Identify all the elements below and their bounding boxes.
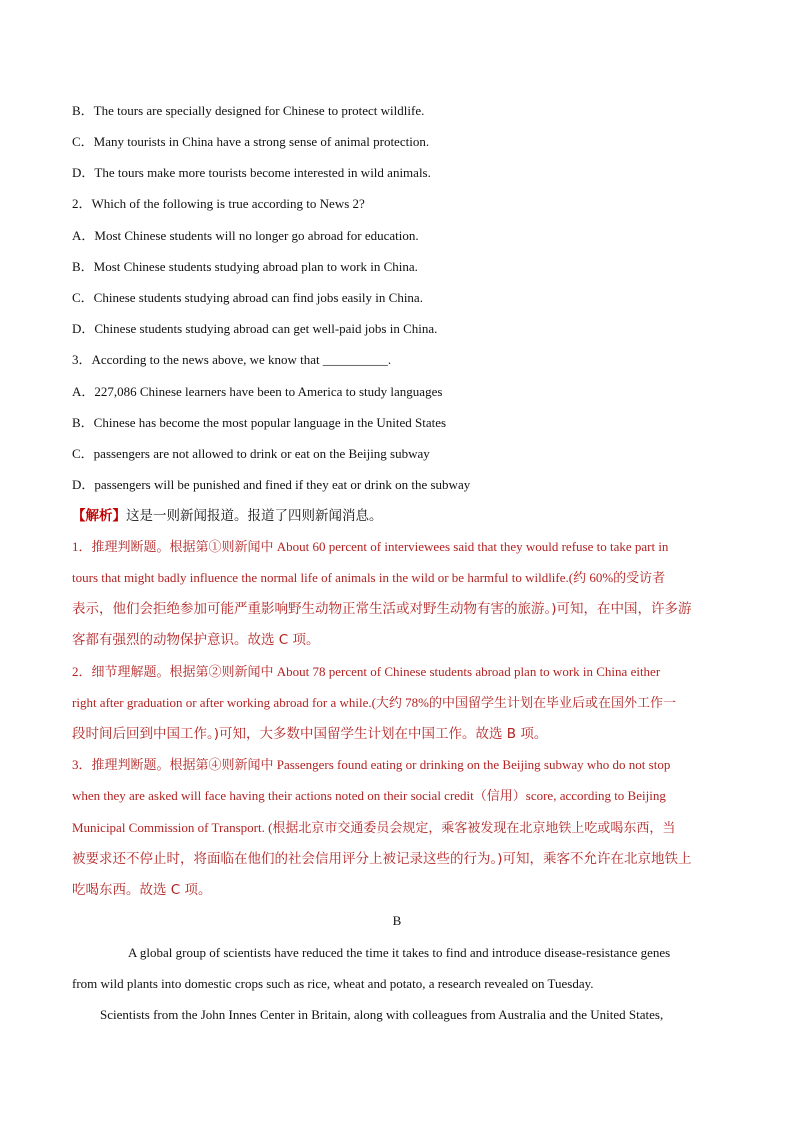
- analysis-line-1: 1．推理判断题。根据第①则新闻中 About 60 percent of interviewees said that they would refuse to take part in: [72, 539, 669, 554]
- q1-option-d: D．The tours make more tourists become interested in wild animals.: [72, 165, 431, 180]
- analysis-line-12: 吃喝东西。故选 C 项。: [72, 882, 212, 898]
- analysis-line-6: right after graduation or after working abroad for a while.(大约 78%的中国留学生计划在毕业后或在国外工作一: [72, 695, 677, 710]
- passage-b-heading: B: [392, 913, 402, 928]
- passage-b-line-1: A global group of scientists have reduced the time it takes to find and introduce disease-resistance genes: [128, 945, 671, 960]
- analysis-line-4: 客都有强烈的动物保护意识。故选 C 项。: [72, 632, 320, 648]
- analysis-line-3: 表示，他们会拒绝参加可能严重影响野生动物正常生活或对野生动物有害的旅游。)可知，在中国，许多游: [72, 601, 692, 617]
- analysis-heading: [72, 508, 722, 524]
- q2-option-c: C．Chinese students studying abroad can find jobs easily in China.: [72, 290, 423, 305]
- analysis-line-9: when they are asked will face having their actions noted on their social credit（信用）score, according to Beijing: [72, 788, 666, 803]
- q3-stem: 3．According to the news above, we know that __________.: [72, 352, 392, 367]
- passage-b-line-2: from wild plants into domestic crops such as rice, wheat and potato, a research revealed on Tuesday.: [72, 976, 594, 991]
- analysis-line-10: Municipal Commission of Transport. (根据北京市交通委员会规定，乘客被发现在北京地铁上吃或喝东西，当: [72, 820, 676, 835]
- q3-option-b: B．Chinese has become the most popular language in the United States: [72, 415, 447, 430]
- q2-stem: 2．Which of the following is true according to News 2?: [72, 196, 365, 211]
- analysis-line-5: 2．细节理解题。根据第②则新闻中 About 78 percent of Chinese students abroad plan to work in China either: [72, 664, 661, 679]
- analysis-line-7: 段时间后回到中国工作。)可知，大多数中国留学生计划在中国工作。故选 B 项。: [72, 726, 548, 742]
- q2-option-b: B．Most Chinese students studying abroad plan to work in China.: [72, 259, 418, 274]
- analysis-line-11: 被要求还不停止时，将面临在他们的社会信用评分上被记录这些的行为。)可知，乘客不允许在北京地铁上: [72, 851, 692, 867]
- q2-option-d: D．Chinese students studying abroad can get well-paid jobs in China.: [72, 321, 438, 336]
- q3-option-d: D．passengers will be punished and fined if they eat or drink on the subway: [72, 477, 471, 492]
- analysis-line-2: tours that might badly influence the normal life of animals in the wild or be harmful to wildlife.(约 60%的受访者: [72, 570, 666, 585]
- q3-option-a: A．227,086 Chinese learners have been to America to study languages: [72, 384, 443, 399]
- passage-b-line-3: Scientists from the John Innes Center in Britain, along with colleagues from Australia and the United States,: [100, 1007, 664, 1022]
- q1-option-c: C．Many tourists in China have a strong sense of animal protection.: [72, 134, 430, 149]
- q1-option-b: B．The tours are specially designed for Chinese to protect wildlife.: [72, 103, 425, 118]
- q3-option-c: C．passengers are not allowed to drink or eat on the Beijing subway: [72, 446, 430, 461]
- analysis-line-8: 3．推理判断题。根据第④则新闻中 Passengers found eating or drinking on the Beijing subway who do not stop: [72, 757, 671, 772]
- analysis-intro: 这是一则新闻报道。报道了四则新闻消息。: [126, 508, 383, 524]
- q2-option-a: A．Most Chinese students will no longer go abroad for education.: [72, 228, 419, 243]
- analysis-label: 【解析】: [72, 508, 126, 524]
